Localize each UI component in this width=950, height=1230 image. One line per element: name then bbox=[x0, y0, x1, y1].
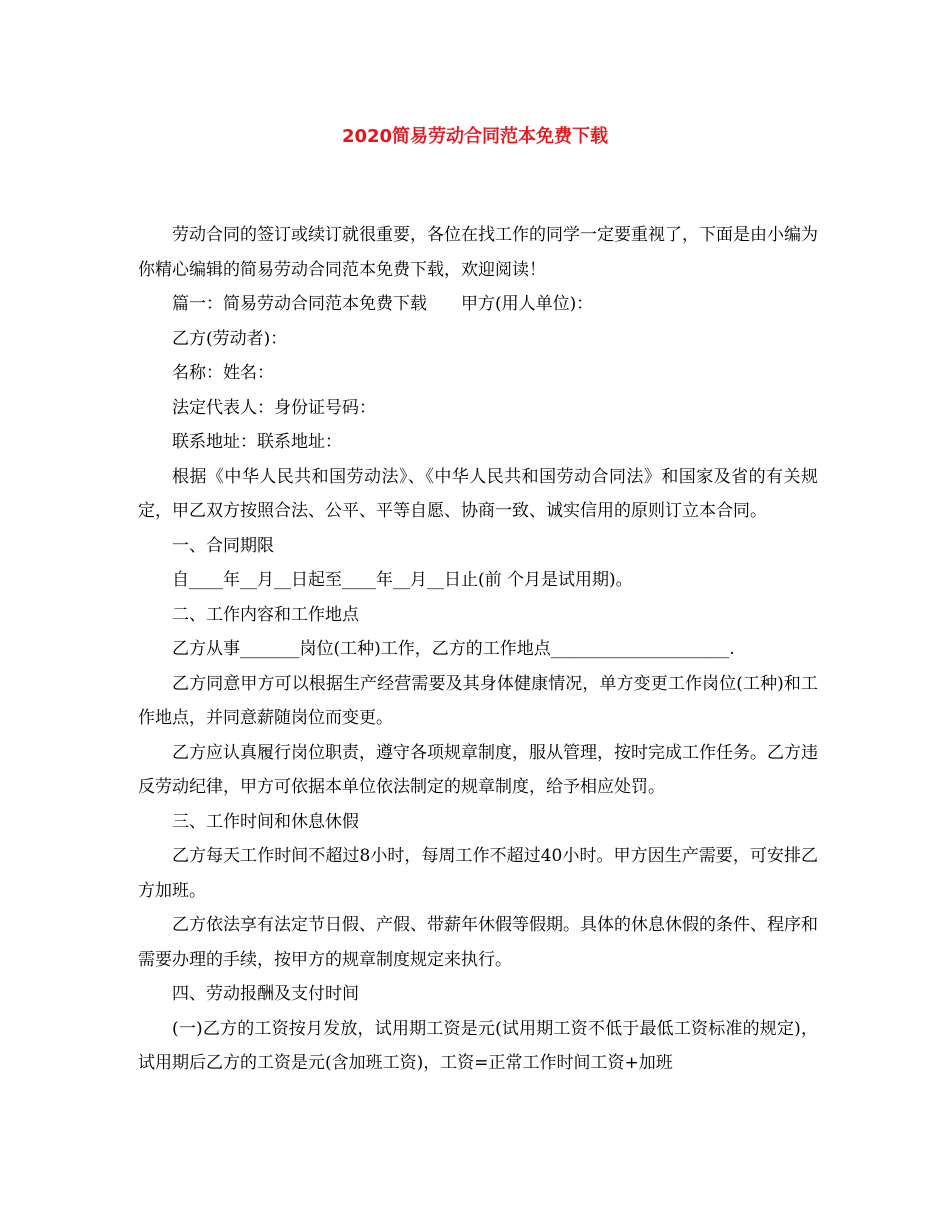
paragraph-party-a: 篇一：简易劳动合同范本免费下载 甲方(用人单位)： bbox=[172, 294, 594, 314]
paragraph-intro: 劳动合同的签订或续订就很重要，各位在找工作的同学一定要重视了，下面是由小编为你精心编辑的简易劳动合同范本免费下载，欢迎阅读！ bbox=[138, 225, 818, 280]
section-heading-term: 一、合同期限 bbox=[172, 535, 274, 556]
paragraph-party-b: 乙方(劳动者)： bbox=[172, 328, 288, 349]
section-heading-hours: 三、工作时间和休息休假 bbox=[172, 811, 359, 832]
section-heading-work: 二、工作内容和工作地点 bbox=[172, 604, 359, 625]
paragraph-duties: 乙方应认真履行岗位职责，遵守各项规章制度，服从管理，按时完成工作任务。乙方违反劳动纪律，甲方可依据本单位依法制定的规章制度，给予相应处罚。 bbox=[138, 742, 818, 797]
section-heading-pay: 四、劳动报酬及支付时间 bbox=[172, 984, 359, 1004]
paragraph-leave: 乙方依法享有法定节日假、产假、带薪年休假等假期。具体的休息休假的条件、程序和需要办理的手续，按甲方的规章制度规定来执行。 bbox=[138, 915, 818, 970]
paragraph-hours: 乙方每天工作时间不超过8小时，每周工作不超过40小时。甲方因生产需要，可安排乙方加班。 bbox=[138, 846, 818, 901]
document-title: 2020简易劳动合同范本免费下载 bbox=[341, 126, 609, 147]
paragraph-legal-basis: 根据《中华人民共和国劳动法》、《中华人民共和国劳动合同法》和国家及省的有关规定，甲乙双方按照合法、公平、平等自愿、协商一致、诚实信用的原则订立本合同。 bbox=[138, 466, 818, 521]
paragraph-term: 自____年__月__日起至____年__月__日止(前 个月是试用期)。 bbox=[172, 570, 633, 590]
document-body bbox=[138, 218, 818, 1081]
paragraph-pay: (一)乙方的工资按月发放，试用期工资是元(试用期工资不低于最低工资标准的规定)，试用期后乙方的工资是元(含加班工资)，工资=正常工作时间工资+加班 bbox=[138, 1018, 818, 1073]
paragraph-work-change: 乙方同意甲方可以根据生产经营需要及其身体健康情况，单方变更工作岗位(工种)和工作地点，并同意薪随岗位而变更。 bbox=[138, 673, 818, 728]
paragraph-name: 名称：姓名： bbox=[172, 363, 274, 383]
paragraph-address: 联系地址：联系地址： bbox=[172, 432, 342, 452]
paragraph-legal-rep: 法定代表人：身份证号码： bbox=[172, 397, 376, 418]
paragraph-work-position: 乙方从事_______岗位(工种)工作，乙方的工作地点_____________________. bbox=[172, 639, 735, 659]
